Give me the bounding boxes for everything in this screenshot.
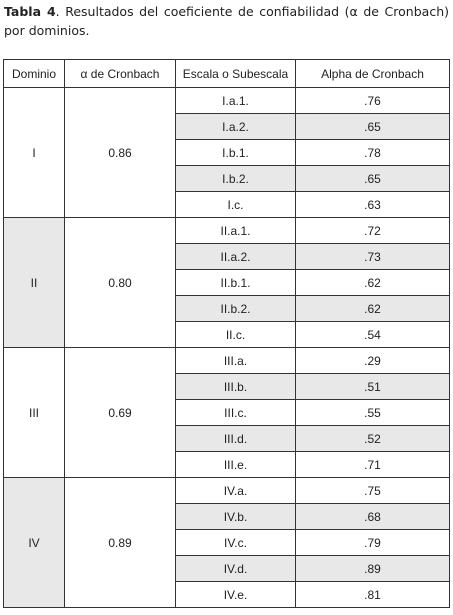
- alpha-value-cell: .75: [296, 478, 450, 504]
- caption-label: Tabla 4: [4, 4, 56, 19]
- escala-cell: I.a.1.: [176, 88, 296, 114]
- table-row: [4, 88, 450, 114]
- alpha-value-cell: .79: [296, 530, 450, 556]
- alpha-value-cell: .51: [296, 374, 450, 400]
- table-row: [4, 218, 450, 244]
- escala-cell: I.a.2.: [176, 114, 296, 140]
- escala-cell: III.c.: [176, 400, 296, 426]
- alpha-value-cell: .62: [296, 270, 450, 296]
- escala-cell: I.b.2.: [176, 166, 296, 192]
- table-row: [4, 478, 450, 504]
- escala-cell: II.b.1.: [176, 270, 296, 296]
- escala-cell: III.d.: [176, 426, 296, 452]
- escala-cell: III.b.: [176, 374, 296, 400]
- escala-cell: I.c.: [176, 192, 296, 218]
- table-row: [4, 348, 450, 374]
- escala-cell: I.b.1.: [176, 140, 296, 166]
- dominio-cell: IV: [4, 478, 65, 608]
- alpha-value-cell: .72: [296, 218, 450, 244]
- alpha-value-cell: .68: [296, 504, 450, 530]
- escala-cell: IV.b.: [176, 504, 296, 530]
- escala-cell: II.a.1.: [176, 218, 296, 244]
- alpha-value-cell: .89: [296, 556, 450, 582]
- table-caption: [4, 2, 449, 40]
- dominio-cell: II: [4, 218, 65, 348]
- reliability-table: [3, 59, 450, 608]
- dominio-alpha-cell: 0.80: [65, 218, 176, 348]
- escala-cell: IV.d.: [176, 556, 296, 582]
- alpha-value-cell: .62: [296, 296, 450, 322]
- alpha-value-cell: .55: [296, 400, 450, 426]
- dominio-alpha-cell: 0.86: [65, 88, 176, 218]
- alpha-value-cell: .63: [296, 192, 450, 218]
- escala-cell: III.e.: [176, 452, 296, 478]
- escala-cell: II.a.2.: [176, 244, 296, 270]
- escala-cell: II.b.2.: [176, 296, 296, 322]
- alpha-value-cell: .65: [296, 114, 450, 140]
- caption-text: . Resultados del coeficiente de confiabilidad (α de Cronbach) por dominios.: [4, 4, 449, 38]
- alpha-value-cell: .76: [296, 88, 450, 114]
- alpha-value-cell: .81: [296, 582, 450, 608]
- dominio-cell: III: [4, 348, 65, 478]
- dominio-cell: I: [4, 88, 65, 218]
- header-dominio: Dominio: [4, 60, 65, 88]
- escala-cell: IV.e.: [176, 582, 296, 608]
- dominio-alpha-cell: 0.69: [65, 348, 176, 478]
- header-alpha-de-cronbach: Alpha de Cronbach: [296, 60, 450, 88]
- alpha-value-cell: .65: [296, 166, 450, 192]
- alpha-value-cell: .29: [296, 348, 450, 374]
- table-body: [4, 88, 450, 608]
- alpha-value-cell: .52: [296, 426, 450, 452]
- escala-cell: II.c.: [176, 322, 296, 348]
- alpha-value-cell: .54: [296, 322, 450, 348]
- dominio-alpha-cell: 0.89: [65, 478, 176, 608]
- alpha-value-cell: .71: [296, 452, 450, 478]
- escala-cell: IV.c.: [176, 530, 296, 556]
- escala-cell: III.a.: [176, 348, 296, 374]
- header-alpha-cronbach: α de Cronbach: [65, 60, 176, 88]
- alpha-value-cell: .78: [296, 140, 450, 166]
- escala-cell: IV.a.: [176, 478, 296, 504]
- alpha-value-cell: .73: [296, 244, 450, 270]
- table-header-row: [4, 60, 450, 88]
- header-escala-subescala: Escala o Subescala: [176, 60, 296, 88]
